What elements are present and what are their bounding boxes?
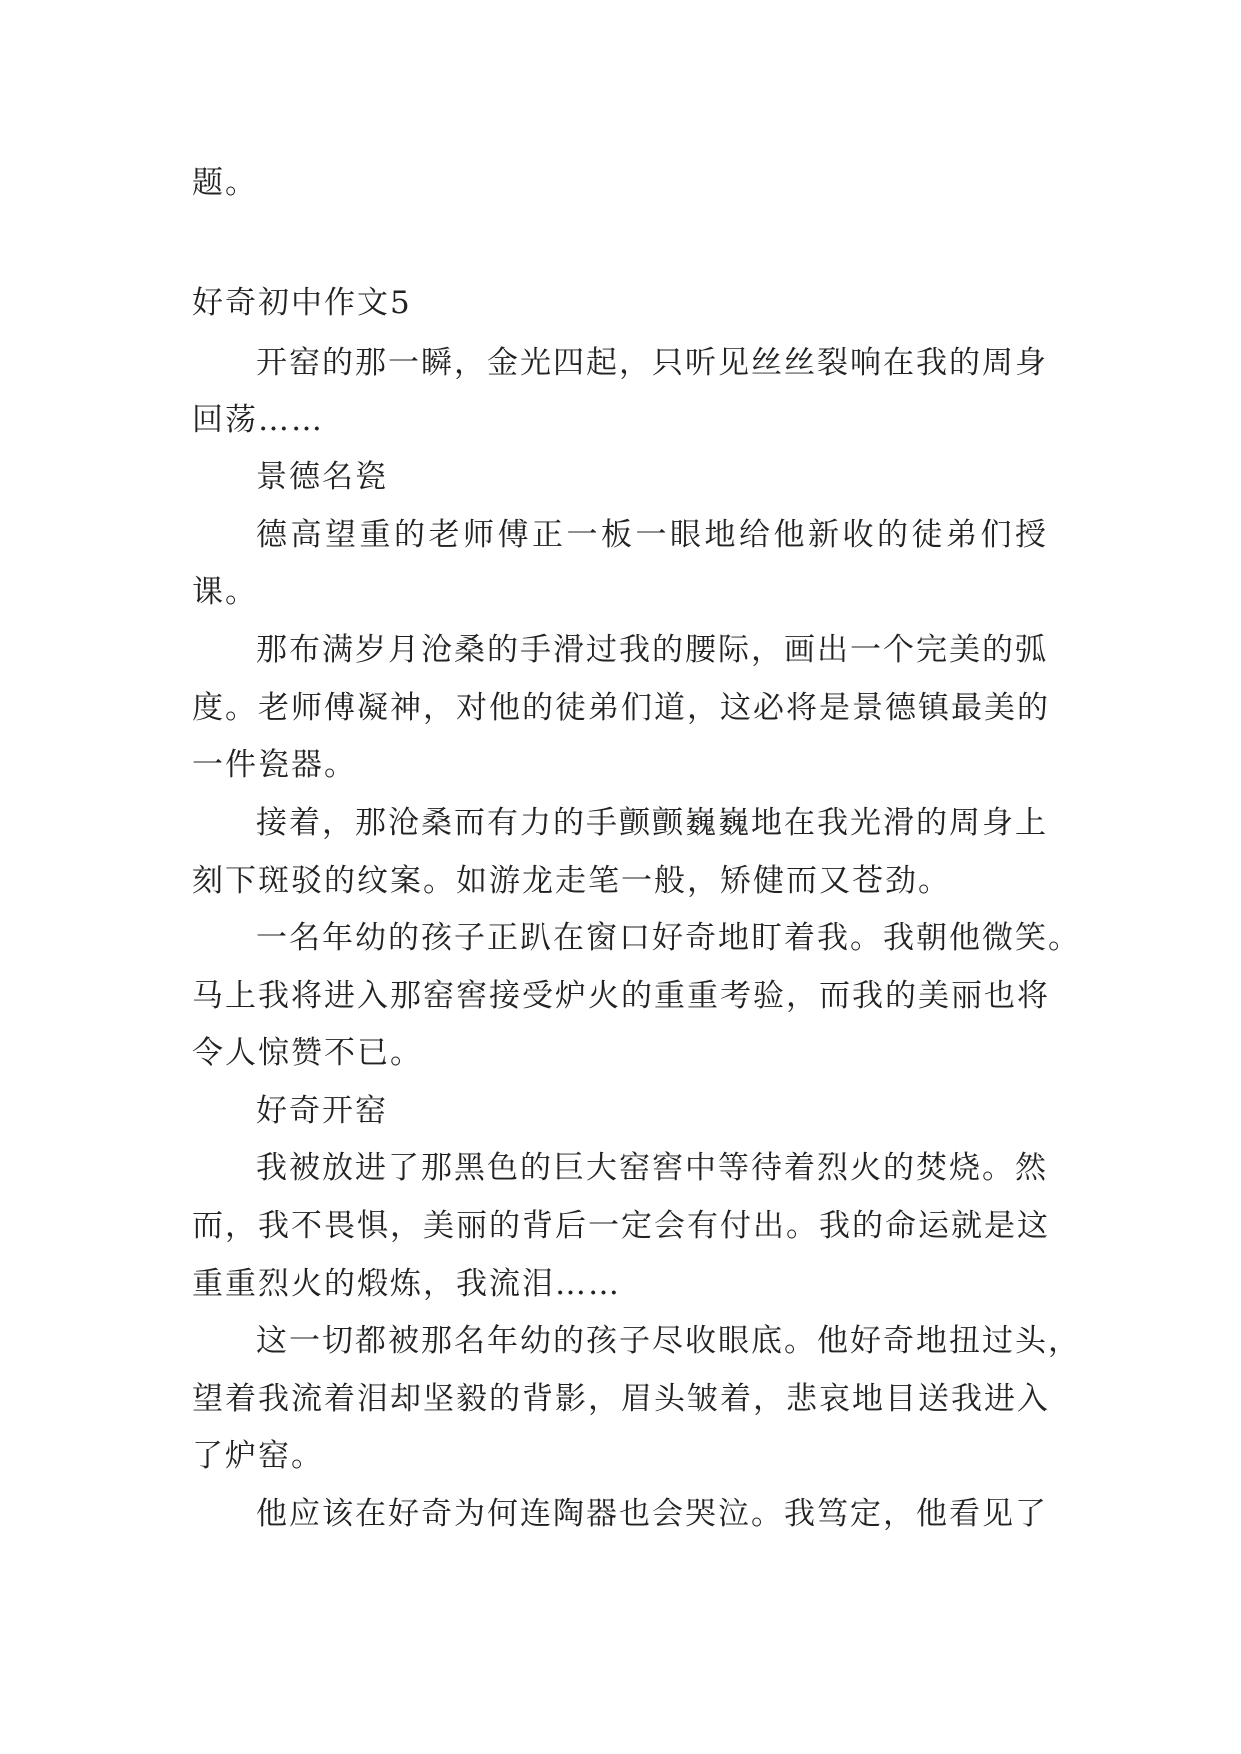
text-line-20: 这一切都被那名年幼的孩子尽收眼底。他好奇地扭过头， [256, 1323, 1081, 1359]
text-line-12: 刻下斑驳的纹案。如游龙走笔一般，矫健而又苍劲。 [192, 863, 951, 899]
text-line-13: 一名年幼的孩子正趴在窗口好奇地盯着我。我朝他微笑。 [256, 920, 1081, 956]
section-heading: 好奇初中作文5 [192, 285, 412, 321]
text-line-9: 度。老师傅凝神，对他的徒弟们道，这必将是景德镇最美的 [192, 690, 1050, 726]
text-line-4: 回荡…… [192, 402, 324, 438]
text-line-6: 德高望重的老师傅正一板一眼地给他新收的徒弟们授 [256, 517, 1048, 553]
text-line-17: 我被放进了那黑色的巨大窑窖中等待着烈火的焚烧。然 [256, 1150, 1048, 1186]
text-line-22: 了炉窑。 [192, 1438, 324, 1474]
text-line-11: 接着，那沧桑而有力的手颤颤巍巍地在我光滑的周身上 [256, 805, 1048, 841]
text-line-23: 他应该在好奇为何连陶器也会哭泣。我笃定，他看见了 [256, 1496, 1048, 1532]
subheading-kaiyao: 好奇开窑 [256, 1093, 388, 1129]
text-line-15: 令人惊赞不已。 [192, 1035, 423, 1071]
text-line-10: 一件瓷器。 [192, 747, 357, 783]
text-line-3: 开窑的那一瞬，金光四起，只听见丝丝裂响在我的周身 [256, 345, 1048, 381]
text-line-1: 题。 [192, 165, 258, 201]
text-line-14: 马上我将进入那窑窖接受炉火的重重考验，而我的美丽也将 [192, 978, 1050, 1014]
subheading-jingde: 景德名瓷 [256, 459, 388, 495]
text-line-21: 望着我流着泪却坚毅的背影，眉头皱着，悲哀地目送我进入 [192, 1381, 1050, 1417]
text-line-8: 那布满岁月沧桑的手滑过我的腰际，画出一个完美的弧 [256, 632, 1048, 668]
text-line-19: 重重烈火的煅炼，我流泪…… [192, 1266, 621, 1302]
text-line-7: 课。 [192, 574, 258, 610]
text-line-18: 而，我不畏惧，美丽的背后一定会有付出。我的命运就是这 [192, 1208, 1050, 1244]
